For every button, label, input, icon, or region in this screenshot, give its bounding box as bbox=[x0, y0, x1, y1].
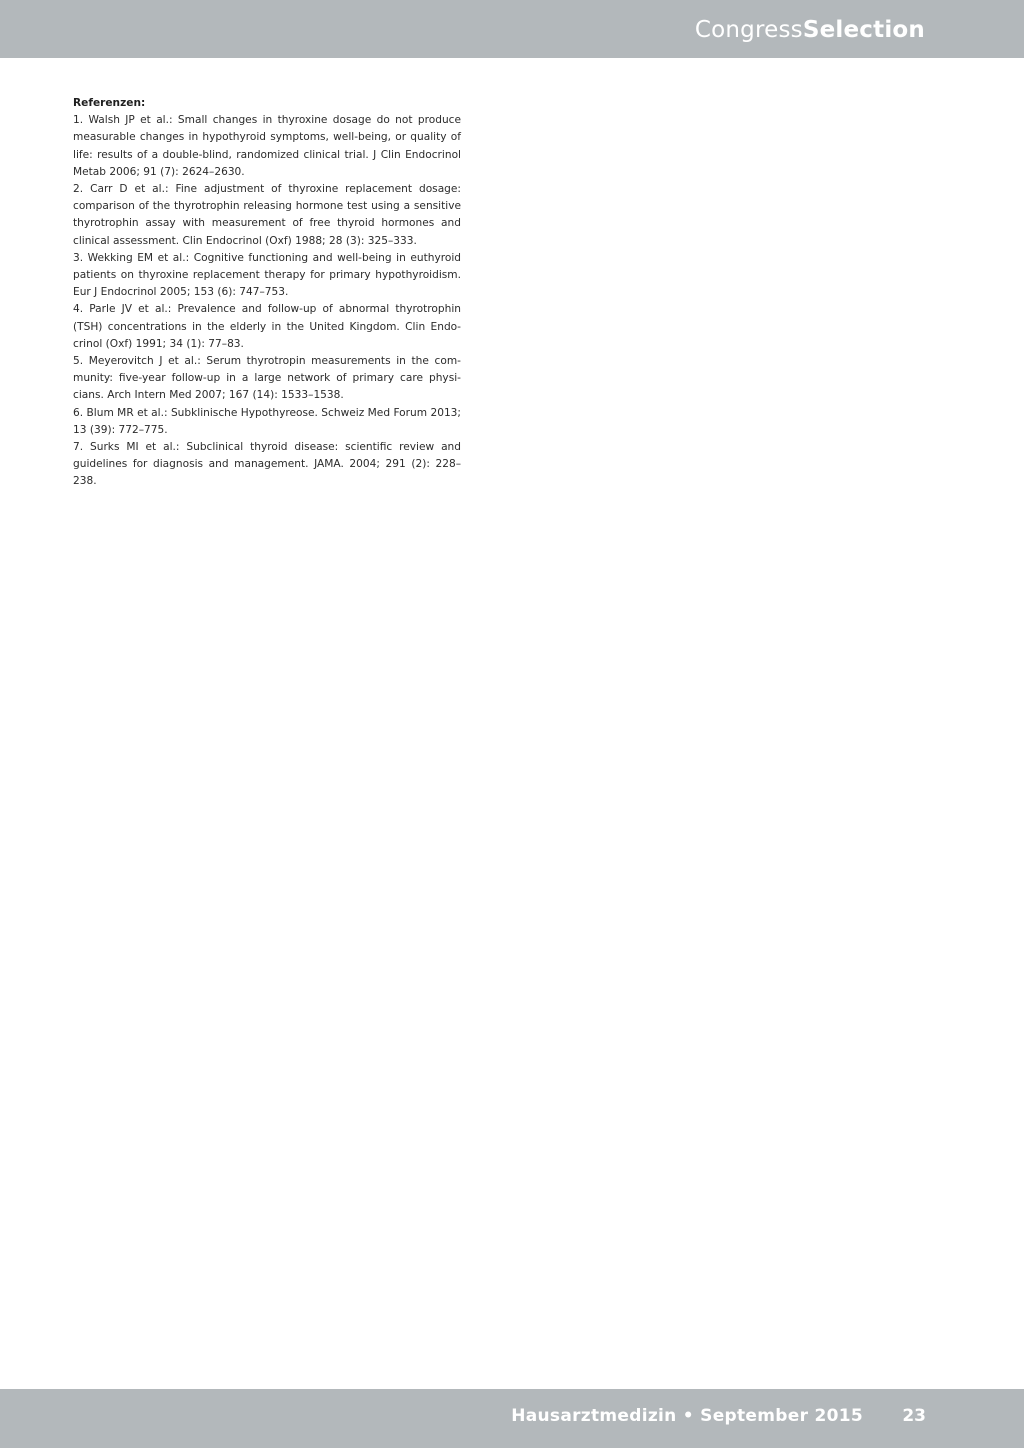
reference-item: 1. Walsh JP et al.: Small changes in thyroxine dosage do not produce measurable changes in hypothyroid symptoms, well-being, or quality of life: results of a double-blind, randomized clinical trial. J Clin Endocrinol Metab 2006; 91 (7): 2624–2630. bbox=[73, 114, 461, 178]
reference-item: 5. Meyerovitch J et al.: Serum thyrotropin measurements in the community: five-year follow-up in a large network of primary care physicians. Arch Intern Med 2007; 167 (14): 1533–1538. bbox=[73, 355, 461, 402]
brand-light-text: Congress bbox=[694, 17, 803, 43]
brand-logo bbox=[695, 17, 925, 43]
references-section bbox=[73, 95, 461, 491]
reference-item: 6. Blum MR et al.: Subklinische Hypothyreose. Schweiz Med Forum 2013; 13 (39): 772–775. bbox=[73, 406, 461, 436]
brand-bold-text: Selection bbox=[802, 17, 925, 43]
reference-item: 2. Carr D et al.: Fine adjustment of thyroxine replacement dosage: comparison of the thyrotrophin releasing hormone test using a sensitive thyrotrophin assay with measurement of free thyroid hormones and clinical assessment. Clin Endocrinol (Oxf) 1988; 28 (3): 325–333. bbox=[73, 183, 461, 247]
footer-publication: Hausarztmedizin • September 2015 bbox=[511, 1406, 863, 1426]
reference-item: 4. Parle JV et al.: Prevalence and follow-up of abnormal thyrotrophin (TSH) concentrations in the elderly in the United Kingdom. Clin Endocrinol (Oxf) 1991; 34 (1): 77–83. bbox=[73, 303, 461, 350]
references-heading: Referenzen: bbox=[73, 97, 146, 109]
reference-item: 7. Surks MI et al.: Subclinical thyroid disease: scientific review and guidelines for diagnosis and management. JAMA. 2004; 291 (2): 228–238. bbox=[73, 441, 461, 488]
reference-item: 3. Wekking EM et al.: Cognitive functioning and well-being in euthyroid patients on thyroxine replacement therapy for primary hypothyroidism. Eur J Endocrinol 2005; 153 (6): 747–753. bbox=[73, 251, 461, 299]
page-number: 23 bbox=[902, 1406, 926, 1426]
